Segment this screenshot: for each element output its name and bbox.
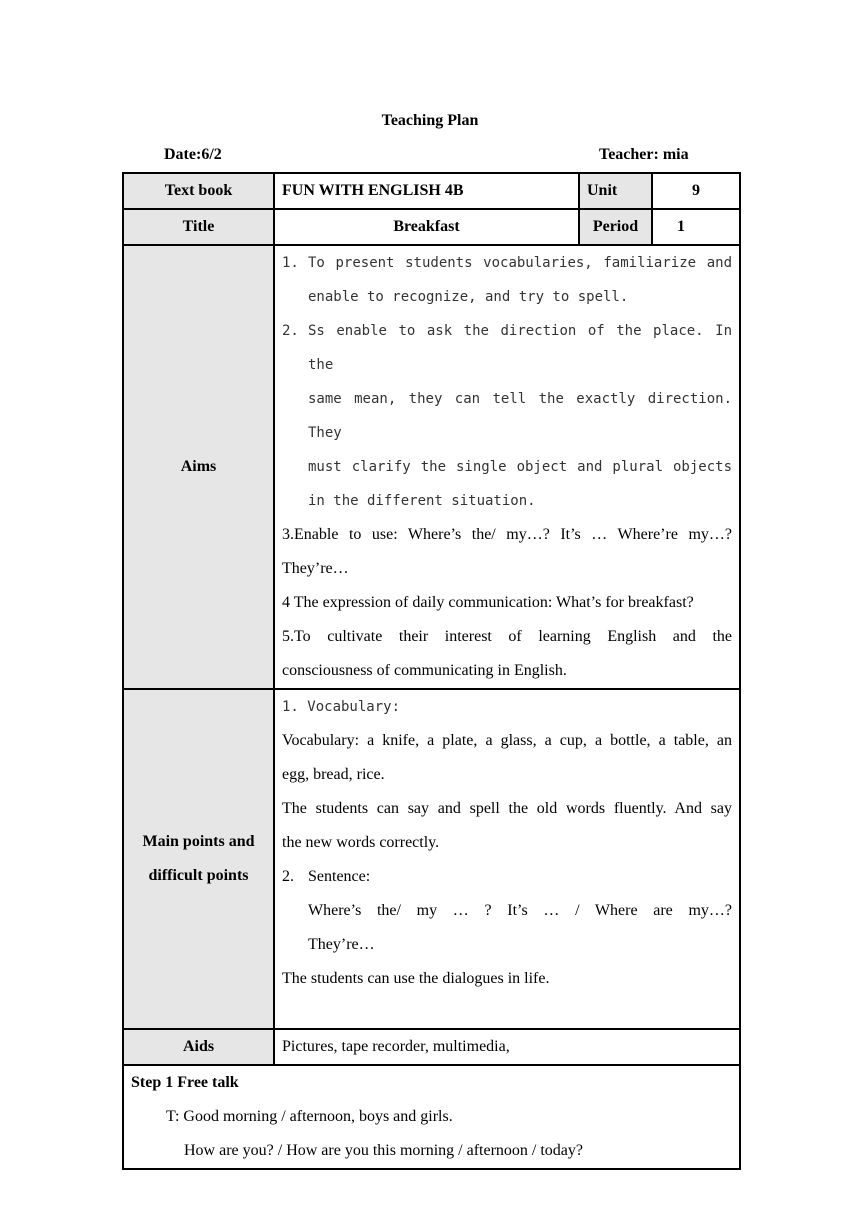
step1-line-1: T: Good morning / afternoon, boys and girls. xyxy=(166,1108,453,1125)
vocabulary-line-2: egg, bread, rice. xyxy=(282,766,385,783)
step1-row xyxy=(123,1065,740,1169)
textbook-value: FUN WITH ENGLISH 4B xyxy=(274,173,579,209)
aims-item-5-cont: consciousness of communicating in English. xyxy=(282,662,567,679)
main-points-content xyxy=(274,689,740,1029)
textbook-row xyxy=(123,173,740,209)
aims-item-2: 2. Ss enable to ask the direction of the place. In the same mean, they can tell the exactly direction. They must clarify the single object and plural objects in the different situation. xyxy=(282,323,732,509)
period-value: 1 xyxy=(652,209,740,245)
aims-item-4: 4 The expression of daily communication: What’s for breakfast? xyxy=(282,594,694,611)
vocabulary-line-4: the new words correctly. xyxy=(282,834,440,851)
teaching-plan-table xyxy=(122,172,741,1170)
aids-label: Aids xyxy=(123,1029,274,1065)
main-points-label: Main points and difficult points xyxy=(123,689,274,1029)
sentence-line-3: The students can use the dialogues in life. xyxy=(282,970,550,987)
aims-label: Aims xyxy=(123,245,274,689)
title-label: Title xyxy=(123,209,274,245)
vocabulary-line-3: The students can say and spell the old words fluently. And say xyxy=(282,800,732,817)
aids-value: Pictures, tape recorder, multimedia, xyxy=(274,1029,740,1065)
aims-item-1: 1. To present students vocabularies, familiarize and enable to recognize, and try to spell. xyxy=(282,255,732,305)
sentence-line-1: Where’s the/ my … ? It’s … / Where are my…? xyxy=(308,902,732,919)
sentence-heading: 2. Sentence: xyxy=(282,868,371,885)
step1-line-2: How are you? / How are you this morning / afternoon / today? xyxy=(184,1142,584,1159)
teacher-field: Teacher: mia xyxy=(599,146,689,163)
date-field: Date:6/2 xyxy=(164,146,222,163)
title-row xyxy=(123,209,740,245)
title-value: Breakfast xyxy=(274,209,579,245)
step1-content xyxy=(123,1065,740,1169)
main-points-row xyxy=(123,689,740,1029)
aims-row xyxy=(123,245,740,689)
unit-value: 9 xyxy=(652,173,740,209)
document-title: Teaching Plan xyxy=(381,112,479,129)
period-label: Period xyxy=(579,209,652,245)
aims-item-3-cont: They’re… xyxy=(282,560,349,577)
vocabulary-heading: 1. Vocabulary: xyxy=(282,699,401,715)
aims-item-3: 3.Enable to use: Where’s the/ my…? It’s … Where’re my…? xyxy=(282,526,732,543)
textbook-label: Text book xyxy=(123,173,274,209)
step1-title: Step 1 Free talk xyxy=(131,1074,239,1091)
sentence-line-2: They’re… xyxy=(308,936,375,953)
aids-row xyxy=(123,1029,740,1065)
vocabulary-line-1: Vocabulary: a knife, a plate, a glass, a cup, a bottle, a table, an xyxy=(282,732,732,749)
aims-item-5: 5.To cultivate their interest of learning English and the xyxy=(282,628,732,645)
aims-content xyxy=(274,245,740,689)
unit-label: Unit xyxy=(579,173,652,209)
